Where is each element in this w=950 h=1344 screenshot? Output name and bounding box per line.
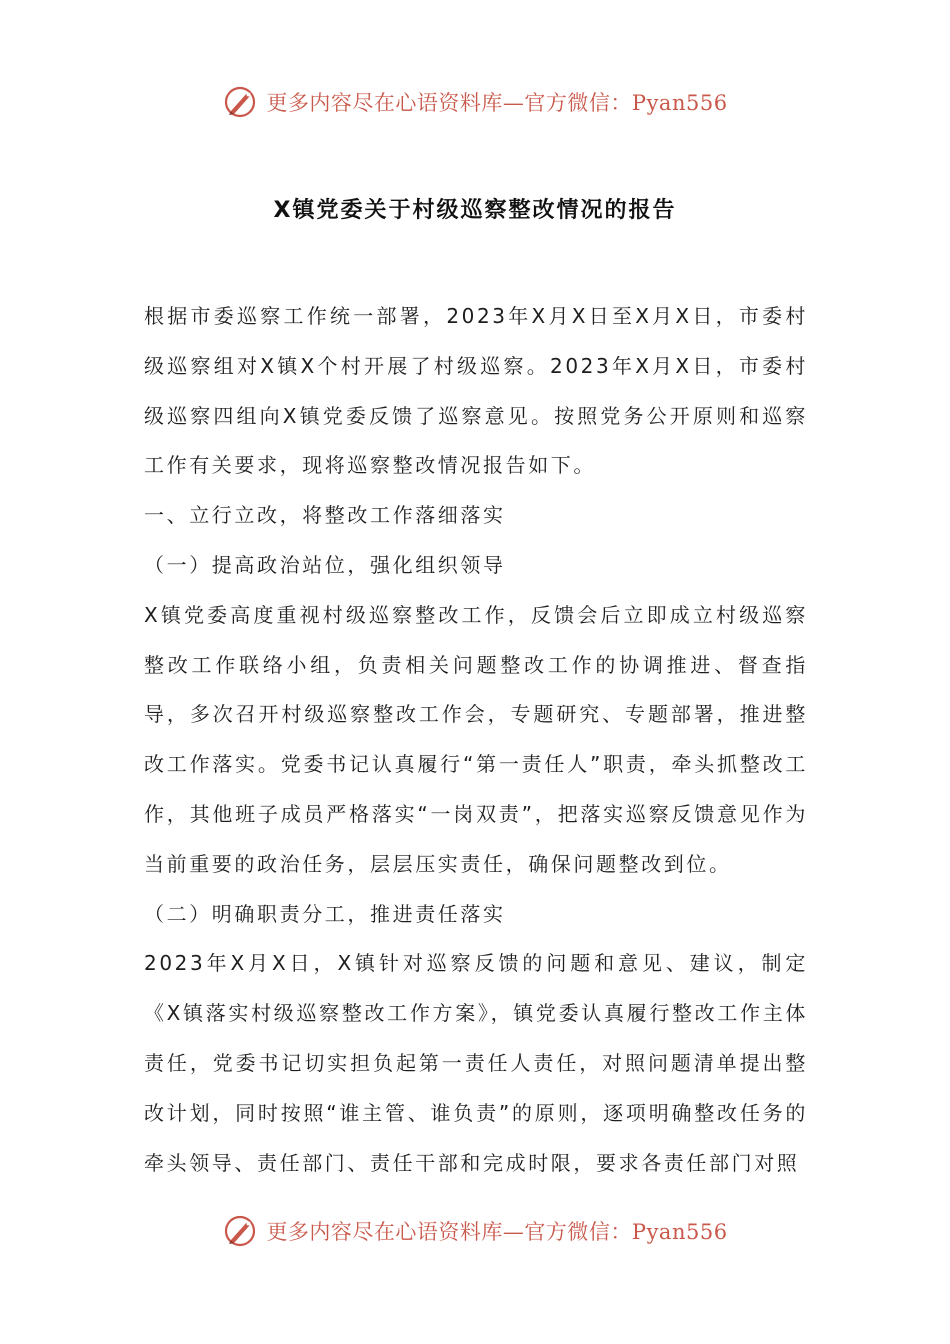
pen-logo-icon <box>222 1213 258 1249</box>
body-paragraph-1: X镇党委高度重视村级巡察整改工作，反馈会后立即成立村级巡察整改工作联络小组，负责相关问题整改工作的协调推进、督查指导，多次召开村级巡察整改工作会，专题研究、专题部署，推进整改工作落实。党委书记认真履行“第一责任人”职责，牵头抓整改工作，其他班子成员严格落实“一岗双责”，把落实巡察反馈意见作为当前重要的政治任务，层层压实责任，确保问题整改到位。 <box>144 602 808 876</box>
footer-watermark-banner <box>0 1209 950 1253</box>
header-watermark-text: 更多内容尽在心语资料库—官方微信：Pyan556 <box>266 91 728 115</box>
document-body <box>144 292 808 1188</box>
header-watermark-banner <box>0 80 950 124</box>
body-paragraph-2: 2023年X月X日，X镇针对巡察反馈的问题和意见、建议，制定《X镇落实村级巡察整改工作方案》，镇党委认真履行整改工作主体责任，党委书记切实担负起第一责任人责任，对照问题清单提出整改计划，同时按照“谁主管、谁负责”的原则，逐项明确整改任务的牵头领导、责任部门、责任干部和完成时限，要求各责任部门对照 <box>144 951 808 1175</box>
intro-paragraph: 根据市委巡察工作统一部署，2023年X月X日至X月X日，市委村级巡察组对X镇X个村开展了村级巡察。2023年X月X日，市委村级巡察四组向X镇党委反馈了巡察意见。按照党务公开原则和巡察工作有关要求，现将巡察整改情况报告如下。 <box>144 304 808 478</box>
subsection-heading-2: （二）明确职责分工，推进责任落实 <box>144 901 506 926</box>
footer-watermark-text: 更多内容尽在心语资料库—官方微信：Pyan556 <box>266 1220 728 1244</box>
subsection-heading-1: （一）提高政治站位，强化组织领导 <box>144 552 506 577</box>
document-title: X镇党委关于村级巡察整改情况的报告 <box>273 197 677 223</box>
section-heading-1: 一、立行立改，将整改工作落细落实 <box>144 503 506 528</box>
pen-logo-icon <box>222 84 258 120</box>
